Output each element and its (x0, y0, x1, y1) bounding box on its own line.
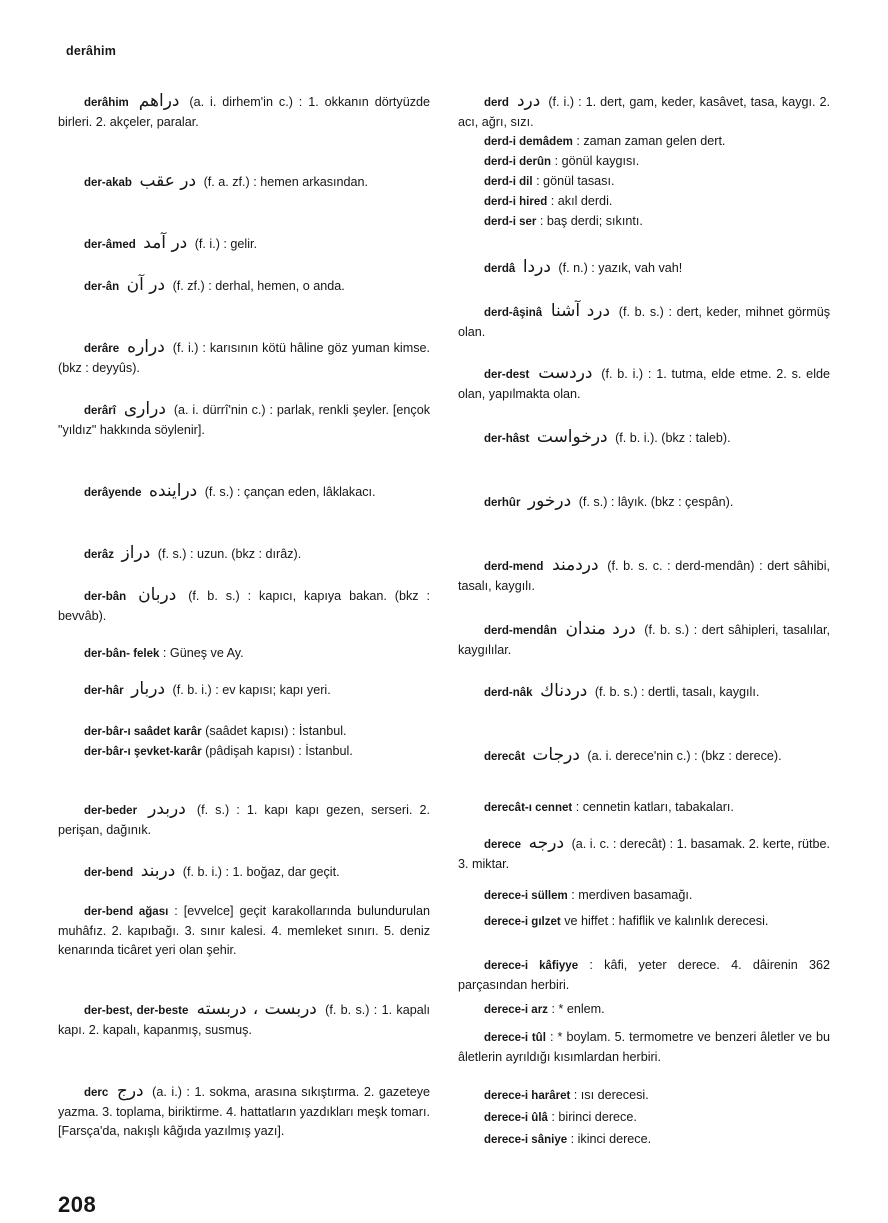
dictionary-entry (58, 902, 430, 960)
entry-headword: derdâ (484, 263, 516, 275)
dictionary-entry (58, 92, 430, 132)
entry-arabic-script: درد (516, 91, 541, 111)
dictionary-entry (458, 682, 830, 703)
entry-definition: (a. i. dirhem'in c.) : 1. okkanın dörtyüzde birleri. 2. akçeler, paralar. (58, 95, 431, 129)
entry-headword: derece-i kâfiyye (484, 960, 579, 972)
entry-definition: (f. b. s.) : dert sâhipleri, tasalılar, kaygılılar. (458, 623, 830, 657)
entry-headword: derd-i hired (484, 196, 548, 208)
dictionary-entry (58, 172, 430, 193)
entry-definition: : cennetin katları, tabakaları. (575, 800, 734, 814)
entry-definition: : birinci derece. (551, 1110, 637, 1124)
dictionary-entry (58, 1000, 430, 1040)
entry-definition: (f. a. zf.) : hemen arkasından. (203, 175, 369, 189)
dictionary-entry (458, 212, 830, 232)
entry-arabic-script: دراز (121, 543, 151, 563)
dictionary-entry (58, 1082, 430, 1141)
entry-arabic-script: دربار (131, 679, 166, 699)
entry-arabic-script: دربند (140, 861, 176, 881)
entry-headword: der-hâst (484, 433, 530, 445)
entry-definition: (f. b. i.) : 1. boğaz, dar geçit. (182, 865, 340, 879)
entry-headword: derece-i sâniye (484, 1134, 568, 1146)
entry-arabic-script: دربدر (148, 799, 186, 819)
entry-arabic-script: دردا (522, 257, 551, 277)
entry-definition: : gönül kaygısı. (554, 154, 640, 168)
entry-headword: derece-i arz (484, 1004, 548, 1016)
entry-headword: der-bâr-ı saâdet karâr (84, 726, 202, 738)
dictionary-entry (458, 886, 830, 906)
entry-definition: : baş derdi; sıkıntı. (539, 214, 643, 228)
entry-headword: derc (84, 1087, 109, 1099)
dictionary-entry (458, 1086, 830, 1106)
entry-arabic-script: درارى (123, 399, 166, 419)
dictionary-entry (458, 258, 830, 279)
entry-definition: : gönül tasası. (536, 174, 615, 188)
dictionary-entry (458, 172, 830, 192)
entry-headword: derâz (84, 549, 115, 561)
dictionary-entry (58, 586, 430, 626)
entry-definition: (f. s.) : uzun. (bkz : dırâz). (157, 547, 302, 561)
dictionary-entry (58, 544, 430, 565)
entry-arabic-script: دردناك (540, 681, 588, 701)
entry-definition: : Güneş ve Ay. (162, 646, 244, 660)
dictionary-entry (58, 482, 430, 503)
entry-headword: derece-i tûl (484, 1032, 546, 1044)
entry-headword: derd-âşinâ (484, 307, 543, 319)
entry-headword: derd-i derûn (484, 156, 552, 168)
entry-arabic-script: دربست ، دربسته (196, 999, 317, 1019)
entry-definition: (f. b. s. c. : derd-mendân) : dert sâhibi, tasalı, kaygılı. (458, 559, 830, 593)
dictionary-entry (58, 862, 430, 883)
entry-arabic-script: در عقب (139, 171, 197, 191)
entry-headword: derd-i ser (484, 216, 537, 228)
entry-definition: : zaman zaman gelen dert. (576, 134, 726, 148)
dictionary-entry (58, 400, 430, 440)
entry-arabic-script: در آن (126, 275, 166, 295)
entry-arabic-script: دردست (538, 363, 593, 383)
dictionary-entry (458, 364, 830, 404)
entry-arabic-script: دراهم (138, 91, 180, 111)
entry-headword: der-best, der-beste (84, 1005, 189, 1017)
entry-arabic-script: درد مندان (565, 619, 636, 639)
entry-headword: der-bâr-ı şevket-karâr (84, 746, 202, 758)
dictionary-entry (58, 742, 430, 762)
entry-definition: (f. s.) : lâyık. (bkz : çespân). (578, 495, 734, 509)
entry-headword: derece-i ûlâ (484, 1112, 548, 1124)
entry-arabic-script: دردمند (552, 555, 599, 575)
entry-definition: (a. i. c. : derecât) : 1. basamak. 2. kerte, rütbe. 3. miktar. (458, 837, 831, 871)
dictionary-entry (458, 428, 830, 449)
dictionary-entry (458, 798, 830, 818)
entry-headword: der-dest (484, 369, 530, 381)
dictionary-entry (458, 492, 830, 513)
dictionary-entry (458, 1000, 830, 1020)
entry-definition: (f. i.) : 1. dert, gam, keder, kasâvet, tasa, kaygı. 2. acı, ağrı, sızı. (458, 95, 831, 129)
entry-definition: (a. i. derece'nin c.) : (bkz : derece). (587, 749, 782, 763)
entry-definition: (f. b. s.) : 1. kapalı kapı. 2. kapalı, kapanmış, susmuş. (58, 1003, 430, 1037)
entry-arabic-script: درجات (532, 745, 580, 765)
page-number: 208 (58, 1192, 97, 1217)
entry-headword: derd-nâk (484, 687, 533, 699)
dictionary-entry (458, 834, 830, 874)
dictionary-entry (458, 1130, 830, 1150)
entry-headword: derâyende (84, 487, 142, 499)
entry-definition: (a. i. dürrî'nin c.) : parlak, renkli şeyler. [ençok "yıldız" hakkında söylenir]. (58, 403, 431, 437)
dictionary-entry (458, 1108, 830, 1128)
dictionary-entry (458, 912, 830, 932)
entry-headword: derâre (84, 343, 120, 355)
entry-headword: derd-mendân (484, 625, 557, 637)
entry-definition: ve hiffet : hafiflik ve kalınlık derecesi. (564, 914, 769, 928)
entry-definition: (f. b. s.) : dertli, tasalı, kaygılı. (594, 685, 760, 699)
entry-definition: (f. n.) : yazık, vah vah! (558, 261, 683, 275)
entry-arabic-script: درد آشنا (550, 301, 611, 321)
entry-headword: der-hâr (84, 685, 124, 697)
entry-definition: (f. b. i.) : 1. tutma, elde etme. 2. s. elde olan, yapılmakta olan. (458, 367, 830, 401)
entry-headword: der-âmed (84, 239, 136, 251)
entry-headword: der-bend (84, 867, 134, 879)
entry-definition: : ısı derecesi. (573, 1088, 649, 1102)
dictionary-entry (458, 556, 830, 596)
entry-headword: derd-i demâdem (484, 136, 573, 148)
entry-definition: (f. i.) : gelir. (194, 237, 257, 251)
entry-arabic-script: درخواست (536, 427, 608, 447)
entry-headword: derârî (84, 405, 116, 417)
entry-headword: derd-mend (484, 561, 544, 573)
dictionary-entry (458, 956, 830, 995)
entry-definition: : * enlem. (551, 1002, 605, 1016)
entry-definition: : kâfi, yeter derece. 4. dâirenin 362 parçasından herbiri. (458, 958, 831, 992)
entry-arabic-script: درجه (528, 833, 565, 853)
entry-headword: derece-i süllem (484, 890, 568, 902)
dictionary-entry (458, 302, 830, 342)
entry-headword: der-akab (84, 177, 132, 189)
dictionary-entry (458, 92, 830, 132)
entry-headword: der-bân- felek (84, 648, 160, 660)
entry-definition: (f. s.) : çançan eden, lâklakacı. (204, 485, 376, 499)
entry-definition: (f. s.) : 1. kapı kapı gezen, serseri. 2. perişan, dağınık. (58, 803, 430, 837)
dictionary-entry (58, 234, 430, 255)
dictionary-entry (58, 644, 430, 664)
entry-definition: (f. zf.) : derhal, hemen, o anda. (172, 279, 345, 293)
entry-definition: : * boylam. 5. termometre ve benzeri âletler ve bu âletlerin ayrıldığı kısımlardan herbiri. (458, 1030, 831, 1064)
dictionary-entry (458, 132, 830, 152)
entry-headword: der-bân (84, 591, 127, 603)
entry-headword: derecât (484, 751, 525, 763)
entry-headword: der-bend ağası (84, 906, 169, 918)
entry-definition: (f. b. i.). (bkz : taleb). (615, 431, 731, 445)
entry-headword: derece-i gılzet (484, 916, 561, 928)
entry-definition: : ikinci derece. (570, 1132, 652, 1146)
entry-headword: derece-i harâret (484, 1090, 571, 1102)
entry-arabic-script: درج (116, 1081, 144, 1101)
dictionary-entry (458, 152, 830, 172)
entry-arabic-script: دراينده (149, 481, 198, 501)
entry-definition: (f. b. i.) : ev kapısı; kapı yeri. (172, 683, 331, 697)
entry-arabic-script: دربان (138, 585, 177, 605)
dictionary-entry (458, 620, 830, 660)
entry-headword: derâhim (84, 97, 129, 109)
entry-definition: (a. i.) : 1. sokma, arasına sıkıştırma. 2. gazeteye yazma. 3. toplama, biriktirme. 4. hattatların yazdıkları meşk tomarı. [Farsça'da, nakışlı kâğıda yazılmış yazı]. (58, 1085, 430, 1138)
entry-definition: : akıl derdi. (550, 194, 613, 208)
dictionary-entry (458, 1028, 830, 1067)
dictionary-entry (58, 722, 430, 742)
entry-definition: : merdiven basamağı. (571, 888, 693, 902)
dictionary-entry (458, 192, 830, 212)
entry-definition: (f. b. s.) : dert, keder, mihnet görmüş olan. (458, 305, 831, 339)
entry-arabic-script: دراره (127, 337, 165, 357)
entry-headword: derece (484, 839, 522, 851)
entry-headword: der-ân (84, 281, 120, 293)
entry-arabic-script: درخور (527, 491, 572, 511)
entry-definition: : [evvelce] geçit karakollarında bulundurulan muhâfız. 2. kapıbağı. 3. sınır kalesi. 4. memleket sınırı. 5. deniz kenarında ticâret yeri olan şehir. (58, 904, 430, 957)
entry-definition: (pâdişah kapısı) : İstanbul. (205, 744, 353, 758)
entry-definition: (saâdet kapısı) : İstanbul. (205, 724, 347, 738)
dictionary-entry (58, 680, 430, 701)
entry-headword: derecât-ı cennet (484, 802, 573, 814)
dictionary-entry (58, 276, 430, 297)
entry-headword: derd (484, 97, 509, 109)
entry-headword: der-beder (84, 805, 138, 817)
entry-headword: derhûr (484, 497, 521, 509)
entry-definition: (f. i.) : karısının kötü hâline göz yuman kimse. (bkz : deyyûs). (58, 341, 430, 375)
entry-headword: derd-i dil (484, 176, 533, 188)
dictionary-entry (58, 800, 430, 840)
entry-arabic-script: در آمد (143, 233, 188, 253)
dictionary-entry (458, 746, 830, 767)
dictionary-entry (58, 338, 430, 378)
running-head: derâhim (66, 44, 117, 58)
entry-definition: (f. b. s.) : kapıcı, kapıya bakan. (bkz : bevvâb). (58, 589, 431, 623)
